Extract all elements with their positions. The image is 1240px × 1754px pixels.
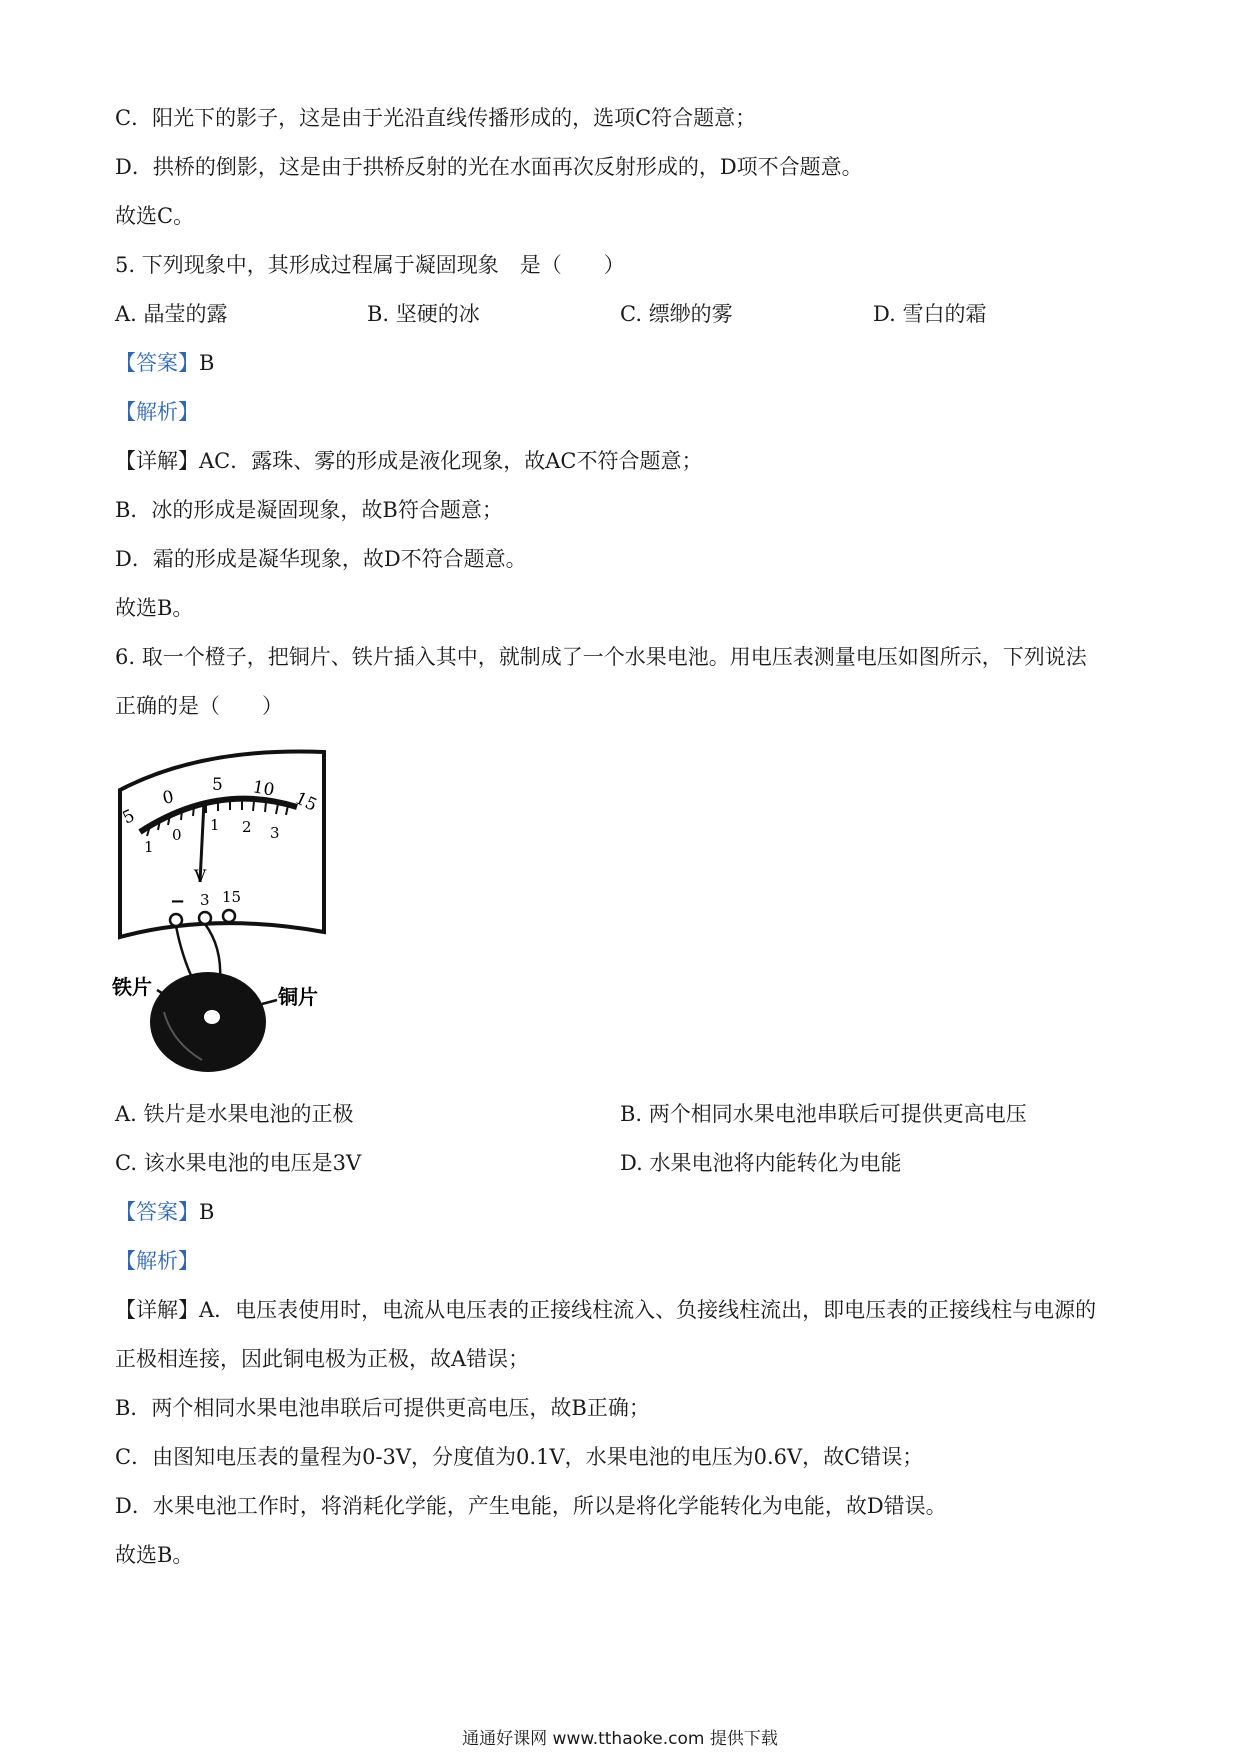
meter-unit: V bbox=[194, 867, 207, 887]
upper-scale-label: 0 bbox=[160, 787, 176, 809]
q5-option-d: D. 雪白的霜 bbox=[873, 302, 987, 326]
analysis-tag: 【解析】 bbox=[115, 1249, 199, 1273]
detail-text: AC．露珠、雾的形成是液化现象，故AC不符合题意； bbox=[199, 449, 703, 473]
answer-value: B bbox=[199, 1200, 215, 1224]
q6-option-d: D. 水果电池将内能转化为电能 bbox=[620, 1151, 902, 1175]
q5-option-c: C. 缥缈的雾 bbox=[620, 302, 733, 326]
analysis-tag: 【解析】 bbox=[115, 400, 199, 424]
terminal-label-negative: − bbox=[170, 891, 186, 912]
q6-option-c: C. 该水果电池的电压是3V bbox=[115, 1151, 362, 1175]
text-line: 正极相连接，因此铜电极为正极，故A错误； bbox=[115, 1347, 530, 1371]
upper-scale-label: 15 bbox=[291, 788, 320, 816]
q6-answer bbox=[115, 1197, 214, 1227]
lower-scale-label: 1 bbox=[144, 838, 154, 856]
q5-analysis bbox=[115, 397, 199, 427]
q5-option-a: A. 晶莹的露 bbox=[115, 302, 228, 326]
lower-scale-label: 3 bbox=[270, 824, 280, 842]
text-line: 故选C。 bbox=[115, 204, 195, 228]
upper-scale-label: 5 bbox=[212, 775, 223, 795]
pointer-copper bbox=[262, 1000, 277, 1004]
upper-scale-label: 10 bbox=[251, 777, 276, 801]
q6-analysis bbox=[115, 1246, 199, 1276]
answer-tag: 【答案】 bbox=[115, 351, 199, 375]
text-line: C．由图知电压表的量程为0-3V，分度值为0.1V，水果电池的电压为0.6V，故C错误； bbox=[115, 1445, 924, 1469]
q6-detail bbox=[115, 1295, 1096, 1325]
question-6-stem: 6. 取一个橙子，把铜片、铁片插入其中，就制成了一个水果电池。用电压表测量电压如图所示，下列说法 bbox=[115, 645, 1087, 669]
label-iron: 铁片 bbox=[112, 975, 152, 999]
question-6-stem-cont: 正确的是（ ） bbox=[115, 694, 283, 718]
text-line: 故选B。 bbox=[115, 1543, 194, 1567]
terminal-label-15: 15 bbox=[222, 888, 242, 906]
text-line: C．阳光下的影子，这是由于光沿直线传播形成的，选项C符合题意； bbox=[115, 106, 757, 130]
q5-option-b: B. 坚硬的冰 bbox=[367, 302, 480, 326]
detail-tag: 【详解】 bbox=[115, 449, 199, 473]
terminal-3 bbox=[199, 912, 211, 924]
text-line: D．水果电池工作时，将消耗化学能，产生电能，所以是将化学能转化为电能，故D错误。 bbox=[115, 1494, 947, 1518]
wire-copper bbox=[205, 924, 220, 980]
page-footer: 通通好课网 www.tthaoke.com 提供下载 bbox=[462, 1729, 778, 1749]
wire-iron bbox=[176, 926, 194, 982]
text-line: B．两个相同水果电池串联后可提供更高电压，故B正确； bbox=[115, 1396, 650, 1420]
question-5-stem: 5. 下列现象中，其形成过程属于凝固现象 是（ ） bbox=[115, 253, 625, 277]
orange-highlight bbox=[204, 1010, 220, 1024]
lower-scale-label: 1 bbox=[210, 816, 220, 834]
lower-scale-label: 0 bbox=[172, 826, 182, 844]
q6-option-a: A. 铁片是水果电池的正极 bbox=[115, 1102, 354, 1126]
text-line: 故选B。 bbox=[115, 596, 194, 620]
terminal-label-3: 3 bbox=[200, 891, 210, 909]
terminal-15 bbox=[223, 910, 235, 922]
text-line: D．拱桥的倒影，这是由于拱桥反射的光在水面再次反射形成的，D项不合题意。 bbox=[115, 155, 863, 179]
lower-scale-label: 2 bbox=[242, 818, 252, 836]
terminal-negative bbox=[170, 914, 182, 926]
label-copper: 铜片 bbox=[278, 985, 318, 1009]
text-line: D．霜的形成是凝华现象，故D不符合题意。 bbox=[115, 547, 527, 571]
q6-option-b: B. 两个相同水果电池串联后可提供更高电压 bbox=[620, 1102, 1027, 1126]
voltmeter-figure bbox=[112, 742, 337, 1077]
detail-text: A．电压表使用时，电流从电压表的正接线柱流入、负接线柱流出，即电压表的正接线柱与电源的 bbox=[199, 1298, 1097, 1322]
answer-tag: 【答案】 bbox=[115, 1200, 199, 1224]
q5-answer bbox=[115, 348, 214, 378]
answer-value: B bbox=[199, 351, 215, 375]
q5-detail bbox=[115, 446, 702, 476]
upper-scale-label: 5 bbox=[119, 805, 138, 829]
detail-tag: 【详解】 bbox=[115, 1298, 199, 1322]
text-line: B．冰的形成是凝固现象，故B符合题意； bbox=[115, 498, 503, 522]
